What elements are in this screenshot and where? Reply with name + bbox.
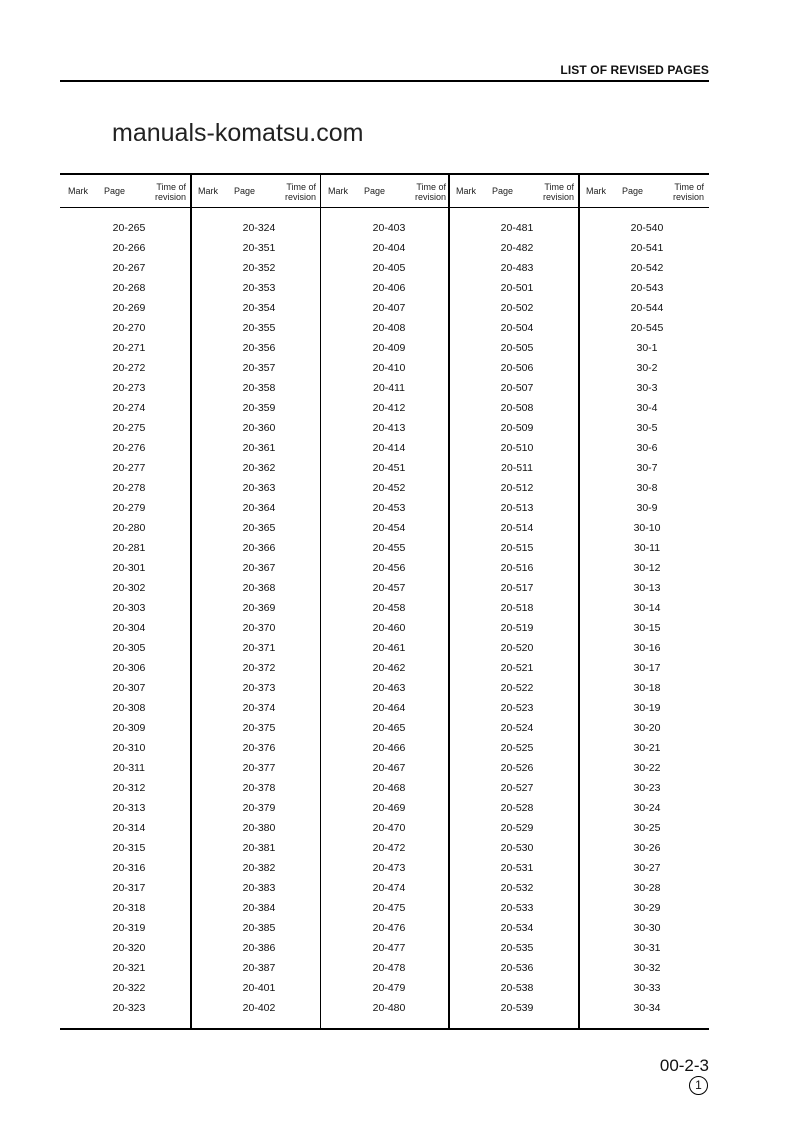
page-entry: 20-538 [500,982,534,994]
page-entry: 20-323 [112,1002,146,1014]
header-time-line2: revision [542,192,574,202]
page-entry: 20-456 [372,562,406,574]
page-entry: 20-277 [112,462,146,474]
header-time-line1: Time of [156,182,186,192]
title-rule [60,80,709,82]
page-entry: 30-31 [633,942,661,954]
page-entry: 20-506 [500,362,534,374]
header-mark: Mark [328,186,348,196]
header-page: Page [364,186,386,196]
page-entry: 20-511 [501,462,533,474]
page-entry: 20-313 [112,802,146,814]
page-entry: 20-539 [500,1002,534,1014]
page-entry: 20-513 [500,502,534,514]
page-entry: 20-526 [500,762,534,774]
page-entry: 20-533 [500,902,534,914]
header-page: Page [104,186,126,196]
page-entry: 20-322 [112,982,146,994]
page-entry: 20-374 [242,702,276,714]
page-entry: 20-452 [372,482,406,494]
page-entry: 20-519 [500,622,534,634]
page-entry: 30-5 [636,422,658,434]
page-entry: 30-14 [633,602,661,614]
page-entry: 30-15 [633,622,661,634]
page-entry: 20-375 [242,722,276,734]
page-entry: 20-385 [242,922,276,934]
page-entry: 20-362 [242,462,276,474]
page-entry: 20-483 [500,262,534,274]
page-entry: 20-279 [112,502,146,514]
page-entry: 20-280 [112,522,146,534]
page-entry: 20-265 [112,222,146,234]
page-entry: 20-384 [242,902,276,914]
page-entry: 20-281 [112,542,146,554]
page-entry: 20-414 [372,442,406,454]
page-entry: 30-24 [633,802,661,814]
page-entry: 20-504 [500,322,534,334]
page-entry: 30-13 [633,582,661,594]
page-entry: 20-270 [112,322,146,334]
column-divider [448,174,450,1029]
page-entry: 20-267 [112,262,146,274]
page-entry: 20-476 [372,922,406,934]
page-entry: 20-402 [242,1002,276,1014]
page-entry: 20-502 [500,302,534,314]
page-entry: 30-4 [636,402,658,414]
page-entry: 20-457 [372,582,406,594]
page-entry: 30-25 [633,822,661,834]
page-entry: 20-368 [242,582,276,594]
page-entry: 20-278 [112,482,146,494]
page-entry: 30-20 [633,722,661,734]
page-entry: 20-376 [242,742,276,754]
page-entry: 20-304 [112,622,146,634]
page-entry: 20-479 [372,982,406,994]
header-mark: Mark [198,186,218,196]
page-entry: 20-512 [500,482,534,494]
header-time-line1: Time of [286,182,316,192]
page-entry: 20-545 [630,322,664,334]
page-entry: 20-534 [500,922,534,934]
page-entry: 20-407 [372,302,406,314]
header-time-line2: revision [672,192,704,202]
page-entry: 30-1 [636,342,658,354]
page-entry: 20-372 [242,662,276,674]
page-entry: 20-276 [112,442,146,454]
page-entry: 20-352 [242,262,276,274]
page-entry: 30-32 [633,962,661,974]
header-time-line1: Time of [544,182,574,192]
page-entry: 20-305 [112,642,146,654]
page-entry: 20-541 [630,242,664,254]
page-entry: 30-16 [633,642,661,654]
page-entry: 20-466 [372,742,406,754]
page-entry: 20-517 [500,582,534,594]
page-entry: 20-273 [112,382,146,394]
header-mark: Mark [586,186,606,196]
page-entry: 20-406 [372,282,406,294]
page-entry: 20-377 [242,762,276,774]
page-entry: 20-324 [242,222,276,234]
column-divider [320,174,321,1029]
page-entry: 20-507 [500,382,534,394]
page-entry: 30-26 [633,842,661,854]
page-entry: 20-387 [242,962,276,974]
page-entry: 20-314 [112,822,146,834]
page-entry: 20-360 [242,422,276,434]
page-entry: 20-472 [372,842,406,854]
header-page: Page [622,186,644,196]
header-mark: Mark [456,186,476,196]
page-entry: 20-516 [500,562,534,574]
page-entry: 20-321 [112,962,146,974]
page-entry: 20-371 [242,642,276,654]
header-page: Page [234,186,256,196]
page-entry: 20-409 [372,342,406,354]
page-entry: 20-272 [112,362,146,374]
page-entry: 20-378 [242,782,276,794]
page-entry: 20-369 [242,602,276,614]
page-entry: 20-373 [242,682,276,694]
page-entry: 20-473 [372,862,406,874]
page-entry: 20-380 [242,822,276,834]
page-entry: 20-408 [372,322,406,334]
page-entry: 20-535 [500,942,534,954]
page-entry: 20-308 [112,702,146,714]
page-entry: 30-33 [633,982,661,994]
page-entry: 20-366 [242,542,276,554]
page-entry: 20-320 [112,942,146,954]
page-entry: 20-461 [372,642,406,654]
page-entry: 20-510 [500,442,534,454]
page-entry: 20-310 [112,742,146,754]
page-entry: 20-480 [372,1002,406,1014]
page-entry: 20-318 [112,902,146,914]
page-entry: 20-367 [242,562,276,574]
page-entry: 30-19 [633,702,661,714]
page-entry: 20-357 [242,362,276,374]
page-entry: 20-303 [112,602,146,614]
page-entry: 20-482 [500,242,534,254]
column-divider [578,174,580,1029]
page-entry: 20-306 [112,662,146,674]
page-entry: 20-467 [372,762,406,774]
page-entry: 20-274 [112,402,146,414]
page-entry: 20-529 [500,822,534,834]
page-entry: 20-527 [500,782,534,794]
page-entry: 20-353 [242,282,276,294]
page-entry: 20-309 [112,722,146,734]
page-entry: 20-269 [112,302,146,314]
page-entry: 30-27 [633,862,661,874]
page-entry: 20-453 [372,502,406,514]
page-entry: 30-22 [633,762,661,774]
page-entry: 30-17 [633,662,661,674]
page-entry: 20-515 [500,542,534,554]
page-entry: 20-363 [242,482,276,494]
page-entry: 20-521 [500,662,534,674]
header-time-line1: Time of [674,182,704,192]
table-top-rule [60,173,709,175]
page-entry: 20-275 [112,422,146,434]
page-entry: 20-355 [242,322,276,334]
page-entry: 30-12 [633,562,661,574]
page-entry: 20-454 [372,522,406,534]
page-entry: 30-29 [633,902,661,914]
header-mark: Mark [68,186,88,196]
page-entry: 30-8 [636,482,658,494]
page-number: 00-2-3 [659,1056,709,1075]
page-entry: 20-530 [500,842,534,854]
page-entry: 20-478 [372,962,406,974]
page-entry: 20-505 [500,342,534,354]
page-entry: 20-470 [372,822,406,834]
page-entry: 20-463 [372,682,406,694]
page-entry: 20-536 [500,962,534,974]
page-entry: 20-383 [242,882,276,894]
page-entry: 20-474 [372,882,406,894]
page-entry: 30-23 [633,782,661,794]
page-entry: 20-524 [500,722,534,734]
page-entry: 20-464 [372,702,406,714]
page-entry: 30-9 [636,502,658,514]
page-entry: 20-475 [372,902,406,914]
page-entry: 20-514 [500,522,534,534]
page-entry: 20-540 [630,222,664,234]
page-entry: 20-365 [242,522,276,534]
page-entry: 30-7 [636,462,658,474]
header-time-of-revision [528,182,574,202]
page-entry: 20-359 [242,402,276,414]
page-entry: 20-462 [372,662,406,674]
page-entry: 20-271 [112,342,146,354]
page-entry: 20-525 [500,742,534,754]
page-entry: 20-266 [112,242,146,254]
page-entry: 20-405 [372,262,406,274]
page-entry: 20-481 [500,222,534,234]
page-entry: 20-460 [372,622,406,634]
page-entry: 20-411 [373,382,405,394]
page-entry: 20-468 [372,782,406,794]
page-entry: 20-268 [112,282,146,294]
page-entry: 20-381 [242,842,276,854]
page-entry: 20-532 [500,882,534,894]
header-time-line2: revision [284,192,316,202]
page-entry: 20-307 [112,682,146,694]
page-entry: 30-18 [633,682,661,694]
page-entry: 20-364 [242,502,276,514]
page-entry: 20-302 [112,582,146,594]
page-entry: 20-509 [500,422,534,434]
page-entry: 20-403 [372,222,406,234]
page-entry: 30-10 [633,522,661,534]
header-time-of-revision [140,182,186,202]
header-time-line2: revision [154,192,186,202]
column-divider [190,174,192,1029]
header-time-of-revision [658,182,704,202]
header-time-line1: Time of [416,182,446,192]
page-entry: 20-501 [500,282,534,294]
page-entry: 20-543 [630,282,664,294]
page-entry: 20-477 [372,942,406,954]
page-entry: 20-412 [372,402,406,414]
page-entry: 20-361 [242,442,276,454]
header-page: Page [492,186,514,196]
page-entry: 30-6 [636,442,658,454]
page-entry: 20-455 [372,542,406,554]
revision-mark-circle: 1 [689,1076,708,1095]
page-entry: 20-315 [112,842,146,854]
page-entry: 20-311 [113,762,145,774]
page-entry: 20-358 [242,382,276,394]
header-time-of-revision [270,182,316,202]
page-entry: 30-34 [633,1002,661,1014]
page-entry: 20-544 [630,302,664,314]
page-entry: 20-469 [372,802,406,814]
page-entry: 20-354 [242,302,276,314]
page-entry: 20-528 [500,802,534,814]
page-entry: 20-508 [500,402,534,414]
header-time-of-revision [400,182,446,202]
page-entry: 30-11 [633,542,661,554]
header-time-line2: revision [414,192,446,202]
watermark: manuals-komatsu.com [112,119,364,147]
page-entry: 20-382 [242,862,276,874]
page-entry: 20-316 [112,862,146,874]
page-entry: 20-370 [242,622,276,634]
page-entry: 20-520 [500,642,534,654]
page-entry: 30-21 [633,742,661,754]
page-entry: 20-401 [242,982,276,994]
page-entry: 20-451 [372,462,406,474]
page-entry: 20-379 [242,802,276,814]
page-entry: 20-356 [242,342,276,354]
page-entry: 20-386 [242,942,276,954]
page-entry: 30-3 [636,382,658,394]
page-entry: 20-351 [242,242,276,254]
page-entry: 20-413 [372,422,406,434]
page-entry: 20-531 [500,862,534,874]
header-rule [60,207,709,208]
page-entry: 20-465 [372,722,406,734]
page-entry: 20-522 [500,682,534,694]
page-entry: 20-410 [372,362,406,374]
page-entry: 20-523 [500,702,534,714]
page-entry: 30-28 [633,882,661,894]
page-entry: 20-301 [112,562,146,574]
page-entry: 30-30 [633,922,661,934]
page-entry: 20-458 [372,602,406,614]
page-entry: 20-312 [112,782,146,794]
page-entry: 20-319 [112,922,146,934]
page-entry: 20-404 [372,242,406,254]
page-title: LIST OF REVISED PAGES [560,63,709,77]
page-entry: 20-317 [112,882,146,894]
table-bottom-rule [60,1028,709,1030]
page-entry: 20-542 [630,262,664,274]
page-entry: 20-518 [500,602,534,614]
page-entry: 30-2 [636,362,658,374]
